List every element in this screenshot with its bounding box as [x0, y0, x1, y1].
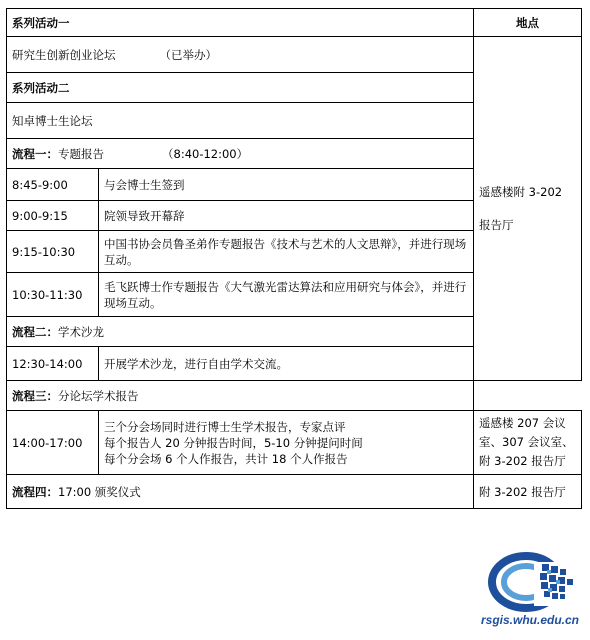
forum1-cell — [7, 37, 474, 73]
row-time: 12:30-14:00 — [7, 347, 99, 381]
row-desc: 开展学术沙龙，进行自由学术交流。 — [99, 347, 474, 381]
row3-line2: 每个报告人 20 分钟报告时间，5-10 分钟提问时间 — [104, 435, 363, 450]
flow2-label: 流程二： — [12, 324, 58, 339]
row-desc: 中国书协会员鲁圣弟作专题报告《技术与艺术的人文思辩》，并进行现场互动。 — [99, 231, 474, 273]
row-time: 8:45-9:00 — [7, 169, 99, 201]
flow1-label: 流程一： — [12, 146, 58, 161]
row-time: 10:30-11:30 — [7, 273, 99, 317]
flow3-title: 分论坛学术报告 — [58, 388, 139, 403]
schedule-table — [6, 8, 582, 509]
forum1-name: 研究生创新创业论坛 — [12, 47, 116, 62]
flow4-label: 流程四： — [12, 484, 58, 499]
flow1-title: 专题报告 — [58, 146, 104, 161]
flow3-cell — [7, 381, 474, 411]
row-desc: 院领导致开幕辞 — [99, 201, 474, 231]
location-sessions-text: 遥感楼 207 会议室、307 会议室、附 3-202 报告厅 — [479, 416, 574, 468]
row-time: 9:15-10:30 — [7, 231, 99, 273]
row-desc: 与会博士生签到 — [99, 169, 474, 201]
activity2-heading: 系列活动二 — [7, 73, 474, 103]
location-main-text: 遥感楼附 3-202 报告厅 — [479, 184, 563, 232]
row3-line1: 三个分会场同时进行博士生学术报告，专家点评 — [104, 419, 346, 434]
location-sessions — [474, 411, 582, 475]
header-row — [7, 9, 582, 37]
row-desc: 毛飞跃博士作专题报告《大气激光雷达算法和应用研究与体会》，并进行现场互动。 — [99, 273, 474, 317]
flow3-label: 流程三： — [12, 388, 58, 403]
forum1-status: （已举办） — [159, 47, 217, 62]
logo-url-text: rsgis.whu.edu.cn — [480, 613, 579, 627]
location-ceremony: 附 3-202 报告厅 — [474, 475, 582, 509]
flow3-row — [7, 381, 582, 411]
flow1-cell — [7, 139, 474, 169]
activity1-heading: 系列活动一 — [7, 9, 474, 37]
row-time: 14:00-17:00 — [7, 411, 99, 475]
table-row — [7, 411, 582, 475]
flow2-cell — [7, 317, 474, 347]
row-time: 9:00-9:15 — [7, 201, 99, 231]
row-desc — [99, 411, 474, 475]
flow4-cell — [7, 475, 474, 509]
location-heading: 地点 — [474, 9, 582, 37]
row3-line3: 每个分会场 6 个人作报告，共计 18 个人作报告 — [104, 451, 348, 466]
forum1-row — [7, 37, 582, 73]
location-main — [474, 37, 582, 381]
forum2-name: 知卓博士生论坛 — [7, 103, 474, 139]
flow4-title: 17:00 颁奖仪式 — [58, 484, 141, 499]
flow2-title: 学术沙龙 — [58, 324, 104, 339]
flow1-time: （8:40-12:00） — [162, 146, 249, 161]
flow4-row — [7, 475, 582, 509]
